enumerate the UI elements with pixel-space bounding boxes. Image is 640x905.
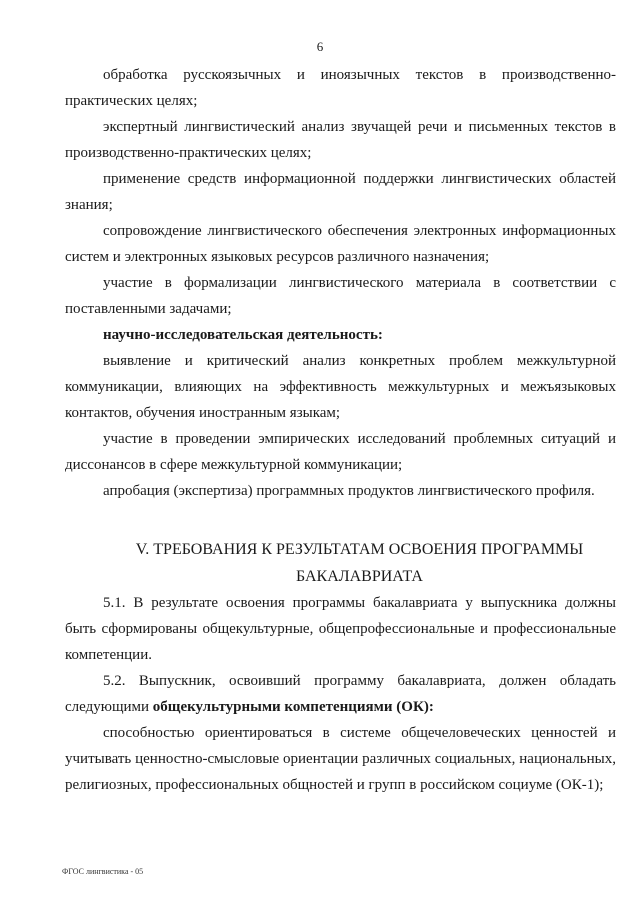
paragraph-ok-1: способностью ориентироваться в системе общечеловеческих ценностей и учитывать ценностно-смысловые ориентации различных социальных, национальных, религиозных, профессиональных общностей и групп в российском социуме (ОК-1); <box>65 725 616 793</box>
paragraph-5-2-text: 5.2. Выпускник, освоивший программу бакалавриата, должен обладать следующими <box>65 673 616 715</box>
paragraph-formalization: участие в формализации лингвистического материала в соответствии с поставленными задачами; <box>65 275 616 317</box>
paragraph-software-approbation: апробация (экспертиза) программных продуктов лингвистического профиля. <box>103 483 595 499</box>
page-body <box>65 62 616 798</box>
page-footer: ФГОС лингвистика - 05 <box>62 867 144 876</box>
paragraph-problem-analysis: выявление и критический анализ конкретных проблем межкультурной коммуникации, влияющих на эффективность межкультурных и межъязыковых контактов, обучения иностранным языкам; <box>65 353 616 421</box>
paragraph-text-processing: обработка русскоязычных и иноязычных текстов в производственно-практических целях; <box>65 67 616 109</box>
section-heading-line-1: V. ТРЕБОВАНИЯ К РЕЗУЛЬТАТАМ ОСВОЕНИЯ ПРОГРАММЫ <box>135 541 584 558</box>
paragraph-empirical-research: участие в проведении эмпирических исследований проблемных ситуаций и диссонансов в сфере межкультурной коммуникации; <box>65 431 616 473</box>
paragraph-linguistic-support: сопровождение лингвистического обеспечения электронных информационных систем и электронных языковых ресурсов различного назначения; <box>65 223 616 265</box>
page-number: 6 <box>316 39 324 54</box>
paragraph-5-1: 5.1. В результате освоения программы бакалавриата у выпускника должны быть сформированы общекультурные, общепрофессиональные и профессиональные компетенции. <box>65 595 616 663</box>
paragraph-5-2-bold: общекультурными компетенциями (ОК): <box>152 699 434 715</box>
paragraph-expert-analysis: экспертный лингвистический анализ звучащей речи и письменных текстов в производственно-практических целях; <box>65 119 616 161</box>
section-heading-line-2: БАКАЛАВРИАТА <box>296 568 423 585</box>
paragraph-info-support: применение средств информационной поддержки лингвистических областей знания; <box>65 171 616 213</box>
paragraph-5-2 <box>65 668 616 720</box>
subheading-research-activity: научно-исследовательская деятельность: <box>103 327 383 343</box>
